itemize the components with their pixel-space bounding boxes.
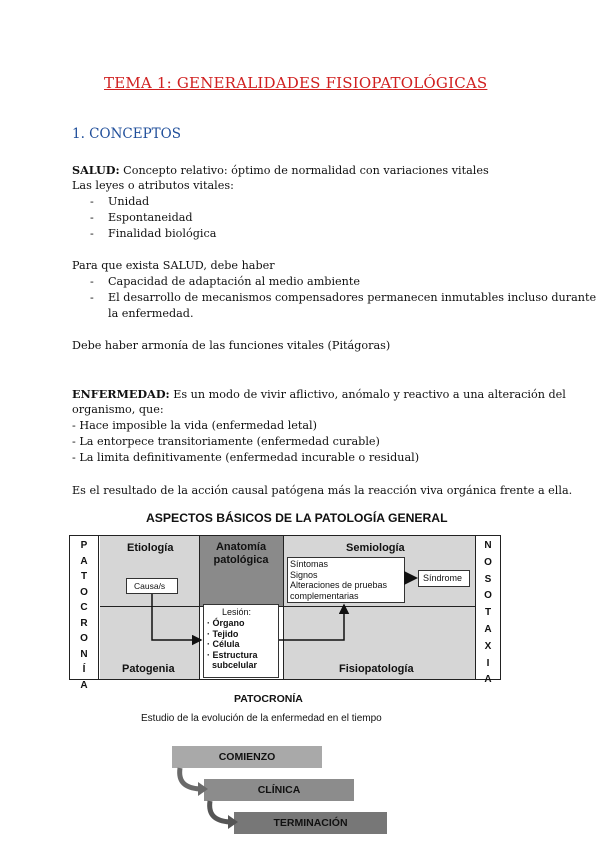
letter: O	[80, 633, 88, 644]
curved-arrow	[180, 768, 200, 789]
curved-arrow	[210, 801, 230, 822]
enfermedad-item: - La limita definitivamente (enfermedad incurable o residual)	[72, 451, 420, 464]
letter: O	[484, 556, 492, 568]
lesion-item: · Tejido	[207, 628, 239, 639]
letter: I	[486, 657, 490, 669]
letter: A	[80, 555, 88, 567]
law-item-text: Espontaneidad	[108, 211, 193, 224]
causas-label: Causa/s	[134, 581, 166, 591]
letter: O	[484, 590, 492, 602]
semiologia-label: Semiología	[346, 542, 405, 554]
curved-arrow-head	[198, 782, 208, 796]
law-item: - Unidad	[90, 195, 150, 208]
lesion-item: · Célula	[207, 639, 240, 649]
fisiopatologia-label: Fisiopatología	[339, 663, 414, 675]
require-item-text: Capacidad de adaptación al medio ambiente	[108, 275, 360, 288]
law-item-text: Finalidad biológica	[108, 227, 217, 240]
letter: N	[80, 648, 88, 660]
require-item: - El desarrollo de mecanismos compensadores permanecen inmutables incluso durante	[90, 291, 597, 304]
harmony-text: Debe haber armonía de las funciones vitales (Pitágoras)	[72, 339, 391, 352]
letter: C	[80, 602, 88, 613]
letter: S	[484, 573, 492, 585]
letter: Í	[82, 664, 86, 675]
semiologia-item: Signos	[290, 569, 318, 580]
letter: T	[484, 607, 492, 619]
diagram-title: ASPECTOS BÁSICOS DE LA PATOLOGÍA GENERAL	[146, 511, 448, 525]
sindrome-label: Síndrome	[423, 573, 463, 583]
requires-intro: Para que exista SALUD, debe haber	[72, 259, 275, 272]
law-item: - Espontaneidad	[90, 211, 193, 224]
enfermedad-item: - Hace imposible la vida (enfermedad letal)	[72, 419, 317, 432]
etiologia-label: Etiología	[127, 542, 174, 554]
patocronia-title: PATOCRONÍA	[234, 693, 303, 705]
laws-intro: Las leyes o atributos vitales:	[72, 179, 234, 192]
patocronia-subtitle: Estudio de la evolución de la enfermedad en el tiempo	[141, 713, 382, 724]
patogenia-label: Patogenia	[122, 663, 175, 675]
require-item-text: El desarrollo de mecanismos compensadores permanecen inmutables incluso durante	[108, 291, 597, 304]
require-item: - Capacidad de adaptación al medio ambiente	[90, 275, 360, 288]
enfermedad-def-cont: organismo, que:	[72, 403, 164, 416]
semiologia-item: Alteraciones de pruebas	[290, 580, 388, 590]
letter: A	[484, 623, 492, 635]
anatomia-label-line: patológica	[213, 554, 269, 566]
letter: O	[80, 586, 88, 598]
letter: N	[484, 540, 492, 551]
stage-clinica: CLÍNICA	[204, 779, 354, 801]
law-item: - Finalidad biológica	[90, 227, 217, 240]
salud-def-text: Concepto relativo: óptimo de normalidad con variaciones vitales	[119, 164, 489, 177]
curved-arrow-head	[228, 815, 238, 829]
lesion-item: · Órgano	[207, 618, 245, 628]
letter: X	[484, 640, 492, 652]
stage-terminacion: TERMINACIÓN	[234, 812, 387, 834]
require-item-cont: la enfermedad.	[108, 307, 194, 320]
letter: A	[80, 679, 88, 691]
section-heading: 1. CONCEPTOS	[72, 126, 181, 142]
lesion-item: · Estructura	[207, 649, 258, 660]
enfermedad-def-text: Es un modo de vivir aflictivo, anómalo y reactivo a una alteración del	[169, 388, 566, 401]
result-text: Es el resultado de la acción causal patógena más la reacción viva orgánica frente a ella.	[72, 484, 573, 497]
letter: T	[80, 571, 88, 582]
lesion-item: subcelular	[207, 660, 258, 670]
anatomia-label-line: Anatomía	[215, 541, 267, 553]
letter: R	[80, 617, 88, 629]
salud-label: SALUD:	[72, 163, 120, 177]
enfermedad-label: ENFERMEDAD:	[72, 387, 170, 401]
lesion-title: Lesión:	[222, 607, 252, 617]
semiologia-item: Síntomas	[290, 559, 329, 569]
page-title: TEMA 1: GENERALIDADES FISIOPATOLÓGICAS	[104, 74, 488, 92]
letter: A	[484, 674, 492, 686]
letter: P	[80, 540, 88, 551]
semiologia-item: complementarias	[290, 590, 359, 601]
law-item-text: Unidad	[108, 195, 150, 208]
stage-comienzo: COMIENZO	[172, 746, 322, 768]
enfermedad-item: - La entorpece transitoriamente (enfermedad curable)	[72, 435, 380, 448]
